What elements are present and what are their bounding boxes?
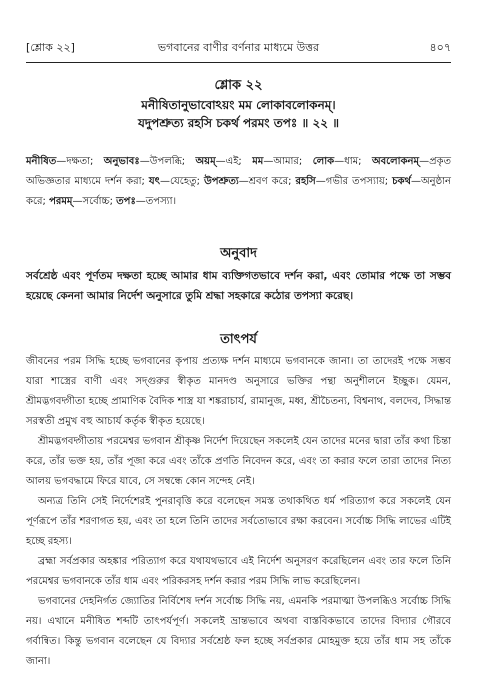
- purport-title: তাৎপর্য: [220, 332, 257, 347]
- purport-paragraph: জীবনের পরম সিদ্ধি হচ্ছে ভগবানের কৃপায় প্রত্যক্ষ দর্শন মাধ্যমে ভগবানকে জানা। তা তাদেরই পক্ষে সম্ভব যারা শাস্ত্রের বাণী এবং সদ্‌গুরুর স্বীকৃত মানদণ্ড অনুসারে ভক্তির পন্থা অনুশীলনে ইচ্ছুক। যেমন, শ্রীমদ্ভগবদ্গীতা হচ্ছে প্রামাণিক বৈদিক শাস্ত্র যা শঙ্করাচার্য, রামানুজ, মধ্ব, শ্রীচৈতন্য, বিশ্বনাথ, বলদেব, সিদ্ধান্ত সরস্বতী প্রমুখ বহু আচার্য কর্তৃক স্বীকৃত হয়েছে।: [26, 356, 451, 427]
- synonym-meaning: অনুষ্ঠান করে;: [26, 176, 451, 207]
- synonym-meaning: আমার;: [273, 156, 303, 167]
- purport-paragraph: অন্যত্র তিনি সেই নির্দেশেরই পুনরাবৃত্তি করে বলেছেন সমস্ত তথাকথিত ধর্ম পরিত্যাগ করে সকলেই যেন পূর্ণরূপে তাঁর শরণাগত হয়, এবং তা হলে তিনি তাদের সর্বতোভাবে রক্ষা করবেন। সর্বোচ্চ সিদ্ধি লাভের এটিই হচ্ছে রহস্য।: [26, 496, 451, 547]
- purport-paragraph: শ্রীমদ্ভগবদ্গীতায় পরমেশ্বর ভগবান শ্রীকৃষ্ণ নির্দেশ দিয়েছেন সকলেই যেন তাদের মনের দ্বারা তাঁর কথা চিন্তা করে, তাঁর ভক্ত হয়, তাঁর পূজা করে এবং তাঁকে প্রণতি নিবেদন করে, এবং তা করার ফলে তারা তাদের নিত্য আলয় ভগবদ্ধামে ফিরে যাবে, সে সম্বন্ধে কোন সন্দেহ নেই।: [26, 436, 451, 487]
- purport-body: [26, 352, 451, 672]
- synonym-meaning: সর্বোচ্চ;: [82, 196, 113, 207]
- synonym-word: লোক: [312, 156, 335, 167]
- synonym-meaning: ধাম;: [344, 156, 362, 167]
- synonym-word: তপঃ: [116, 196, 136, 207]
- synonym-meaning: প্রকৃত অভিজ্ঞতার মাধ্যমে দর্শন করা;: [26, 156, 452, 187]
- synonym-word: উপশ্রুত্য: [203, 176, 239, 187]
- synonym-word: রহসি: [295, 176, 316, 187]
- synonym-meaning: যেহেতু;: [169, 176, 200, 187]
- synonym-meaning: তপস্যা।: [145, 196, 177, 207]
- header-rule: [26, 62, 451, 63]
- synonym-word: মনীষিত: [26, 156, 57, 167]
- page-number: ৪০৭: [429, 41, 451, 54]
- synonym-meaning: গভীর তপস্যায়;: [325, 176, 389, 187]
- synonym-word: অয়ম্‌: [195, 156, 216, 167]
- sanskrit-verse: [26, 96, 451, 132]
- header-chapter-title: ভগবানের বাণীর বর্ণনার মাধ্যমে উত্তর: [157, 41, 320, 54]
- synonym-meaning: উপলব্ধি;: [149, 156, 186, 167]
- translation-title: অনুবাদ: [220, 246, 257, 261]
- purport-paragraph: ব্রহ্মা সর্বপ্রকার অহঙ্কার পরিত্যাগ করে যথাযথভাবে এই নির্দেশ অনুসরণ করেছিলেন এবং তার ফলে তিনি পরমেশ্বর ভগবানকে তাঁর ধাম এবং পরিকরসহ দর্শন করার পরম সিদ্ধি লাভ করেছিলেন।: [26, 556, 451, 587]
- verse-title: শ্লোক ২২: [214, 78, 263, 93]
- synonym-meaning: শ্রবণ করে;: [248, 176, 292, 187]
- synonym-word: অবলোকনম্‌: [371, 156, 420, 167]
- translation-text: সর্বশ্রেষ্ঠ এবং পূর্ণতম দক্ষতা হচ্ছে আমার ধাম ব্যক্তিগতভাবে দর্শন করা, এবং তোমার পক্ষে তা সম্ভব হয়েছে কেননা আমার নির্দেশ অনুসারে তুমি শ্রদ্ধা সহকারে কঠোর তপস্যা করেছ।: [26, 270, 451, 302]
- word-for-word-synonyms: মনীষিত—দক্ষতা; অনুভাবঃ—উপলব্ধি; অয়ম্‌—এই; মম—আমার; লোক—ধাম; অবলোকনম্‌—প্রকৃত অভিজ্ঞতার মাধ্যমে দর্শন করা; যৎ—যেহেতু; উপশ্রুত্য—শ্রবণ করে; রহসি—গভীর তপস্যায়; চকর্থ—অনুষ্ঠান করে; পরমম্‌—সর্বোচ্চ; তপঃ—তপস্যা।: [26, 156, 452, 207]
- header-verse-ref: [শ্লোক ২২]: [26, 41, 75, 54]
- synonym-word: অনুভাবঃ: [103, 156, 140, 167]
- synonym-word: যৎ: [148, 176, 160, 187]
- running-header: [26, 38, 451, 58]
- synonym-word: পরমম্‌: [49, 196, 73, 207]
- verse-line-2: যদুপশ্রুত্য রহসি চকর্থ পরমং তপঃ ॥ ২২ ॥: [137, 116, 340, 130]
- synonym-word: মম: [252, 156, 264, 167]
- verse-line-1: মনীষিতানুভাবোঽয়ং মম লোকাবলোকনম্‌।: [141, 98, 336, 112]
- purport-paragraph: ভগবানের দেহনির্গত জ্যোতির নির্বিশেষ দর্শন সর্বোচ্চ সিদ্ধি নয়, এমনকি পরমাত্মা উপলব্ধিও সর্বোচ্চ সিদ্ধি নয়। এখানে মনীষিত শব্দটি তাৎপর্যপূর্ণ। সকলেই ভ্রান্তভাবে অথবা বাস্তবিকভাবে তাদের বিদ্যার গৌরবে গর্বান্বিত। কিন্তু ভগবান বলেছেন যে বিদ্যার সর্বশ্রেষ্ঠ ফল হচ্ছে সর্বপ্রকার মোহমুক্ত হয়ে তাঁর ধাম সহ তাঁকে জানা।: [26, 596, 451, 667]
- synonym-meaning: দক্ষতা;: [66, 156, 94, 167]
- synonym-meaning: এই;: [225, 156, 242, 167]
- synonym-word: চকর্থ: [392, 176, 411, 187]
